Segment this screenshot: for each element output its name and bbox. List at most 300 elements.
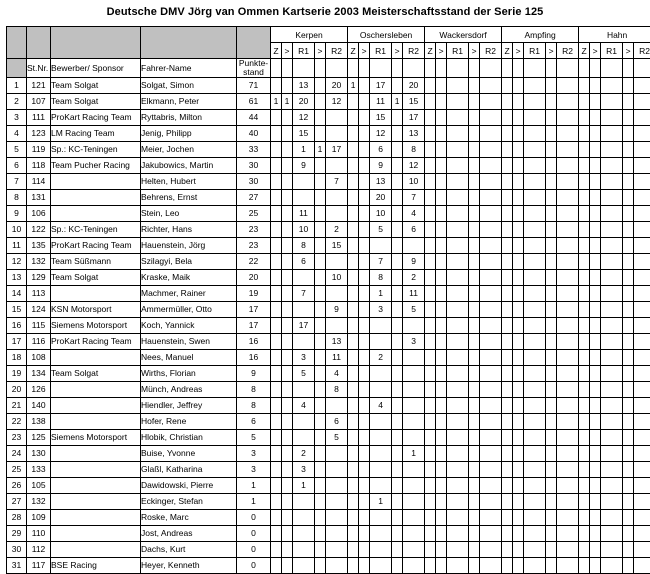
cell-result-16: [513, 157, 524, 173]
cell-team: ProKart Racing Team: [51, 333, 141, 349]
cell-driver: Münch, Andreas: [141, 381, 237, 397]
cell-result-6: [359, 509, 370, 525]
cell-result-12: [447, 285, 469, 301]
cell-result-18: [546, 365, 557, 381]
cell-startnumber: 134: [27, 365, 51, 381]
cell-result-0: [271, 541, 282, 557]
header-track-kerpen: Kerpen: [271, 27, 348, 43]
cell-startnumber: 111: [27, 109, 51, 125]
cell-result-5: [348, 189, 359, 205]
cell-result-10: [425, 237, 436, 253]
header-corner: [7, 27, 27, 59]
cell-result-2: 9: [293, 157, 315, 173]
cell-result-8: [392, 269, 403, 285]
cell-team: ProKart Racing Team: [51, 109, 141, 125]
cell-result-11: [436, 125, 447, 141]
cell-result-8: [392, 365, 403, 381]
cell-result-21: [590, 525, 601, 541]
subheader-wackersdorf-gt2: >: [469, 43, 480, 59]
cell-result-7: [370, 525, 392, 541]
cell-result-1: [282, 381, 293, 397]
cell-result-2: [293, 301, 315, 317]
cell-result-5: [348, 509, 359, 525]
cell-team: Team Solgat: [51, 365, 141, 381]
cell-result-16: [513, 221, 524, 237]
table-row: [7, 445, 650, 461]
cell-result-17: [524, 221, 546, 237]
cell-result-2: 3: [293, 461, 315, 477]
cell-result-14: [480, 413, 502, 429]
cell-result-9: 10: [403, 173, 425, 189]
header-pos-label: [7, 59, 27, 78]
cell-result-2: 8: [293, 237, 315, 253]
cell-team: [51, 381, 141, 397]
cell-result-15: [502, 557, 513, 573]
cell-result-24: [634, 269, 650, 285]
cell-result-7: 1: [370, 285, 392, 301]
cell-result-5: [348, 557, 359, 573]
cell-result-7: [370, 509, 392, 525]
table-row: [7, 157, 650, 173]
cell-driver: Machmer, Rainer: [141, 285, 237, 301]
cell-result-23: [623, 141, 634, 157]
cell-team: Sp.: KC-Teningen: [51, 221, 141, 237]
cell-points: 3: [237, 445, 271, 461]
cell-result-13: [469, 109, 480, 125]
cell-result-1: [282, 157, 293, 173]
cell-result-21: [590, 493, 601, 509]
cell-result-0: [271, 285, 282, 301]
cell-startnumber: 110: [27, 525, 51, 541]
cell-result-19: [557, 541, 579, 557]
cell-result-23: [623, 445, 634, 461]
cell-result-8: [392, 141, 403, 157]
subheader-kerpen-z: Z: [271, 43, 282, 59]
cell-result-3: [315, 237, 326, 253]
cell-result-20: [579, 477, 590, 493]
cell-result-7: 17: [370, 77, 392, 93]
cell-result-13: [469, 317, 480, 333]
subheader-oschersleben-r1: R1: [370, 43, 392, 59]
cell-result-17: [524, 429, 546, 445]
cell-result-12: [447, 125, 469, 141]
cell-result-22: [601, 333, 623, 349]
header-team-label: Bewerber/ Sponsor: [51, 59, 141, 78]
cell-result-1: [282, 237, 293, 253]
cell-result-7: 1: [370, 493, 392, 509]
cell-result-8: [392, 525, 403, 541]
cell-result-4: [326, 125, 348, 141]
cell-result-15: [502, 205, 513, 221]
cell-result-16: [513, 461, 524, 477]
cell-result-3: [315, 285, 326, 301]
cell-result-22: [601, 381, 623, 397]
cell-result-5: [348, 109, 359, 125]
cell-result-24: [634, 349, 650, 365]
cell-driver: Solgat, Simon: [141, 77, 237, 93]
cell-startnumber: 123: [27, 125, 51, 141]
cell-result-6: [359, 333, 370, 349]
cell-result-19: [557, 317, 579, 333]
cell-result-24: [634, 157, 650, 173]
cell-result-8: [392, 477, 403, 493]
cell-result-5: [348, 285, 359, 301]
cell-result-11: [436, 189, 447, 205]
cell-result-2: 2: [293, 445, 315, 461]
subheader-hahn-r2: R2: [634, 43, 650, 59]
cell-result-0: [271, 157, 282, 173]
cell-points: 40: [237, 125, 271, 141]
cell-result-10: [425, 253, 436, 269]
cell-result-7: 13: [370, 173, 392, 189]
cell-team: [51, 461, 141, 477]
cell-startnumber: 135: [27, 237, 51, 253]
cell-result-23: [623, 301, 634, 317]
cell-result-21: [590, 413, 601, 429]
subheader-ampfing-gt1: >: [513, 43, 524, 59]
cell-result-24: [634, 173, 650, 189]
cell-result-0: [271, 493, 282, 509]
cell-result-11: [436, 141, 447, 157]
cell-result-21: [590, 301, 601, 317]
cell-result-1: [282, 541, 293, 557]
cell-result-1: [282, 253, 293, 269]
table-row: [7, 237, 650, 253]
cell-team: Team Solgat: [51, 93, 141, 109]
header-pad-9: [392, 59, 403, 78]
cell-result-16: [513, 557, 524, 573]
cell-result-0: [271, 141, 282, 157]
cell-result-22: [601, 237, 623, 253]
cell-result-6: [359, 365, 370, 381]
cell-result-14: [480, 285, 502, 301]
cell-result-2: [293, 333, 315, 349]
cell-result-24: [634, 525, 650, 541]
cell-result-8: [392, 237, 403, 253]
table-row: [7, 221, 650, 237]
cell-result-0: [271, 173, 282, 189]
table-row: [7, 125, 650, 141]
cell-result-20: [579, 77, 590, 93]
cell-result-4: 9: [326, 301, 348, 317]
cell-result-19: [557, 413, 579, 429]
header-pad-17: [513, 59, 524, 78]
cell-driver: Wirths, Florian: [141, 365, 237, 381]
header-track-wackersdorf: Wackersdorf: [425, 27, 502, 43]
cell-result-20: [579, 365, 590, 381]
cell-points: 30: [237, 157, 271, 173]
cell-result-20: [579, 397, 590, 413]
cell-team: [51, 477, 141, 493]
cell-position: 4: [7, 125, 27, 141]
cell-result-17: [524, 333, 546, 349]
cell-result-1: 1: [282, 93, 293, 109]
cell-result-9: [403, 365, 425, 381]
cell-startnumber: 113: [27, 285, 51, 301]
cell-result-0: [271, 301, 282, 317]
cell-result-6: [359, 269, 370, 285]
cell-result-5: [348, 221, 359, 237]
cell-result-17: [524, 109, 546, 125]
cell-team: [51, 493, 141, 509]
cell-position: 27: [7, 493, 27, 509]
cell-result-10: [425, 285, 436, 301]
cell-result-22: [601, 317, 623, 333]
cell-result-17: [524, 317, 546, 333]
cell-result-8: [392, 221, 403, 237]
cell-result-12: [447, 557, 469, 573]
cell-result-12: [447, 365, 469, 381]
cell-driver: Hauenstein, Swen: [141, 333, 237, 349]
table-row: [7, 77, 650, 93]
header-pad-15: [480, 59, 502, 78]
cell-result-18: [546, 461, 557, 477]
cell-result-6: [359, 109, 370, 125]
cell-result-1: [282, 301, 293, 317]
cell-result-17: [524, 77, 546, 93]
cell-result-20: [579, 157, 590, 173]
cell-result-23: [623, 237, 634, 253]
cell-startnumber: 114: [27, 173, 51, 189]
cell-result-24: [634, 557, 650, 573]
cell-result-20: [579, 109, 590, 125]
cell-position: 5: [7, 141, 27, 157]
cell-result-16: [513, 349, 524, 365]
cell-result-3: [315, 189, 326, 205]
cell-result-12: [447, 397, 469, 413]
cell-result-16: [513, 365, 524, 381]
cell-result-0: [271, 317, 282, 333]
cell-result-11: [436, 221, 447, 237]
cell-result-7: 6: [370, 141, 392, 157]
cell-result-22: [601, 477, 623, 493]
cell-result-23: [623, 477, 634, 493]
cell-result-15: [502, 381, 513, 397]
cell-result-4: 6: [326, 413, 348, 429]
cell-result-24: [634, 77, 650, 93]
cell-points: 3: [237, 461, 271, 477]
subheader-hahn-r1: R1: [601, 43, 623, 59]
cell-driver: Roske, Marc: [141, 509, 237, 525]
cell-result-21: [590, 557, 601, 573]
cell-result-16: [513, 429, 524, 445]
cell-result-1: [282, 285, 293, 301]
cell-driver: Buise, Yvonne: [141, 445, 237, 461]
cell-result-5: [348, 397, 359, 413]
cell-result-0: [271, 397, 282, 413]
cell-result-20: [579, 413, 590, 429]
header-pad-4: [315, 59, 326, 78]
cell-startnumber: 108: [27, 349, 51, 365]
cell-result-2: [293, 541, 315, 557]
cell-driver: Koch, Yannick: [141, 317, 237, 333]
cell-team: Sp.: KC-Teningen: [51, 141, 141, 157]
cell-result-23: [623, 317, 634, 333]
header-row-labels: [7, 59, 650, 78]
cell-result-14: [480, 253, 502, 269]
cell-result-1: [282, 109, 293, 125]
cell-startnumber: 122: [27, 221, 51, 237]
cell-startnumber: 129: [27, 269, 51, 285]
cell-result-0: [271, 109, 282, 125]
cell-result-10: [425, 205, 436, 221]
cell-result-20: [579, 285, 590, 301]
cell-points: 27: [237, 189, 271, 205]
cell-result-15: [502, 173, 513, 189]
cell-result-8: [392, 509, 403, 525]
cell-result-20: [579, 381, 590, 397]
cell-result-4: 12: [326, 93, 348, 109]
cell-result-18: [546, 349, 557, 365]
cell-result-6: [359, 93, 370, 109]
cell-result-10: [425, 301, 436, 317]
cell-result-9: [403, 557, 425, 573]
subheader-ampfing-gt2: >: [546, 43, 557, 59]
cell-result-5: [348, 93, 359, 109]
cell-result-23: [623, 285, 634, 301]
table-row: [7, 173, 650, 189]
cell-result-16: [513, 141, 524, 157]
cell-result-14: [480, 173, 502, 189]
cell-result-13: [469, 157, 480, 173]
cell-result-17: [524, 173, 546, 189]
cell-result-1: [282, 493, 293, 509]
cell-points: 0: [237, 557, 271, 573]
cell-result-4: [326, 525, 348, 541]
header-pad-20: [557, 59, 579, 78]
cell-result-0: 1: [271, 93, 282, 109]
header-pad-3: [293, 59, 315, 78]
cell-result-8: [392, 381, 403, 397]
cell-result-22: [601, 285, 623, 301]
cell-result-3: [315, 557, 326, 573]
cell-result-21: [590, 429, 601, 445]
cell-driver: Richter, Hans: [141, 221, 237, 237]
cell-result-24: [634, 493, 650, 509]
cell-result-0: [271, 429, 282, 445]
cell-result-6: [359, 77, 370, 93]
cell-result-12: [447, 493, 469, 509]
cell-result-0: [271, 365, 282, 381]
cell-result-14: [480, 77, 502, 93]
cell-result-2: 3: [293, 349, 315, 365]
cell-team: [51, 285, 141, 301]
cell-result-21: [590, 237, 601, 253]
cell-result-12: [447, 269, 469, 285]
cell-result-3: [315, 365, 326, 381]
cell-result-23: [623, 109, 634, 125]
cell-points: 44: [237, 109, 271, 125]
cell-result-15: [502, 237, 513, 253]
cell-result-11: [436, 173, 447, 189]
cell-driver: Helten, Hubert: [141, 173, 237, 189]
cell-driver: Jenig, Philipp: [141, 125, 237, 141]
subheader-kerpen-r1: R1: [293, 43, 315, 59]
cell-result-15: [502, 285, 513, 301]
cell-result-14: [480, 477, 502, 493]
header-pad-23: [601, 59, 623, 78]
cell-result-22: [601, 77, 623, 93]
cell-result-6: [359, 397, 370, 413]
cell-result-12: [447, 509, 469, 525]
cell-startnumber: 109: [27, 509, 51, 525]
cell-result-24: [634, 301, 650, 317]
cell-result-15: [502, 125, 513, 141]
cell-result-8: [392, 125, 403, 141]
cell-result-11: [436, 525, 447, 541]
cell-result-15: [502, 317, 513, 333]
cell-result-17: [524, 301, 546, 317]
cell-startnumber: 105: [27, 477, 51, 493]
cell-result-9: [403, 461, 425, 477]
table-row: [7, 333, 650, 349]
cell-result-0: [271, 125, 282, 141]
cell-result-9: [403, 525, 425, 541]
table-row: [7, 381, 650, 397]
table-row: [7, 461, 650, 477]
cell-position: 29: [7, 525, 27, 541]
cell-points: 0: [237, 525, 271, 541]
cell-result-4: 8: [326, 381, 348, 397]
cell-result-13: [469, 541, 480, 557]
cell-result-11: [436, 445, 447, 461]
cell-result-9: [403, 413, 425, 429]
table-row: [7, 477, 650, 493]
cell-result-19: [557, 77, 579, 93]
cell-result-24: [634, 429, 650, 445]
cell-result-15: [502, 493, 513, 509]
cell-result-2: [293, 173, 315, 189]
cell-result-21: [590, 205, 601, 221]
cell-result-10: [425, 189, 436, 205]
cell-result-2: 20: [293, 93, 315, 109]
cell-result-13: [469, 365, 480, 381]
cell-result-3: [315, 461, 326, 477]
cell-result-21: [590, 93, 601, 109]
cell-result-18: [546, 333, 557, 349]
cell-result-9: [403, 429, 425, 445]
cell-result-18: [546, 125, 557, 141]
cell-result-16: [513, 509, 524, 525]
cell-result-13: [469, 125, 480, 141]
cell-result-7: [370, 445, 392, 461]
subheader-kerpen-gt1: >: [282, 43, 293, 59]
cell-result-4: [326, 205, 348, 221]
header-pad-10: [403, 59, 425, 78]
cell-position: 20: [7, 381, 27, 397]
cell-result-18: [546, 253, 557, 269]
cell-startnumber: 132: [27, 493, 51, 509]
cell-result-15: [502, 109, 513, 125]
cell-result-21: [590, 253, 601, 269]
cell-result-12: [447, 525, 469, 541]
cell-result-15: [502, 429, 513, 445]
cell-startnumber: 133: [27, 461, 51, 477]
cell-result-3: [315, 93, 326, 109]
cell-result-9: 9: [403, 253, 425, 269]
cell-result-23: [623, 269, 634, 285]
cell-result-0: [271, 477, 282, 493]
cell-position: 28: [7, 509, 27, 525]
cell-result-23: [623, 253, 634, 269]
cell-result-4: [326, 285, 348, 301]
cell-position: 12: [7, 253, 27, 269]
cell-result-6: [359, 381, 370, 397]
cell-result-7: [370, 365, 392, 381]
cell-result-7: [370, 461, 392, 477]
header-points: [237, 27, 271, 59]
cell-result-11: [436, 381, 447, 397]
